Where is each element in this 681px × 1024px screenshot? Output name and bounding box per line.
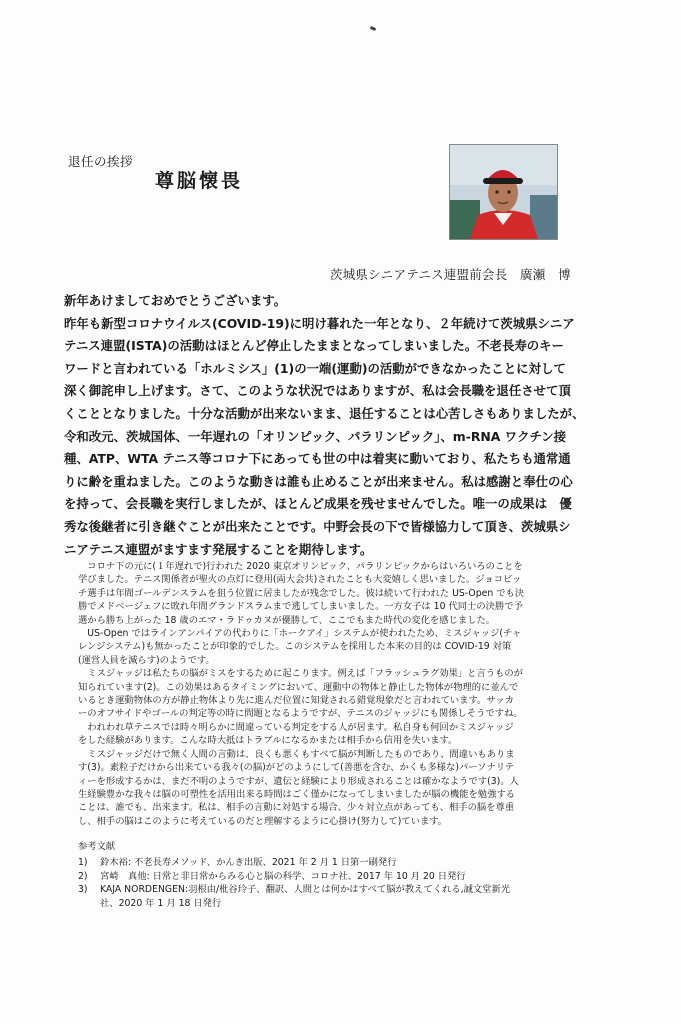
body-line: ーのオフサイドやゴールの判定等の時に問題となるようですが、テニスのジャッジにも関係しそうですね。 xyxy=(78,708,523,720)
reference-item xyxy=(78,870,628,883)
reference-number: 1) xyxy=(78,857,88,869)
greeting-paragraph xyxy=(64,290,624,561)
reference-item xyxy=(78,897,628,910)
greeting-line: 深く御詫申し上げます。さて、このような状況ではありますが、私は会長職を退任させて頂 xyxy=(64,383,571,399)
references xyxy=(78,840,628,910)
body-line: いるとき運動物体の方が静止物体より先に進んだ位置に知覚される錯覚現象だと言われています。サッカ xyxy=(78,695,515,707)
greeting-line: 令和改元、茨城国体、一年遅れの「オリンピック、パラリンピック」、m-RNA ワクチン接 xyxy=(64,428,567,444)
body-line: 知られています(2)。この効果はあるタイミングにおいて、運動中の物体と静止した物体が物理的に並んで xyxy=(78,681,519,693)
body-line: をした経験があります。こんな時大抵はトラブルになるかまたは相手から信用を失います。 xyxy=(78,735,458,747)
body-line: チ選手は年間ゴールデンスラムを狙う位置に居ましたが残念でした。彼は続いて行われた US-Open でも決 xyxy=(78,587,525,599)
body-line: 生経験豊かな我々は脳の可塑性を活用出来る時間はごく僅かになってしまいましたが脳の機能を勉強する xyxy=(78,788,515,800)
body-line: ィーを形成するかは、まだ不明のようですが、遺伝と経験により形成されることは確かなようです(3)。人 xyxy=(78,775,519,787)
greeting-line: を持って、会長職を実行しましたが、ほとんど成果を残せませんでした。唯一の成果は 優 xyxy=(64,496,572,512)
greeting-line: りに齢を重ねました。このような動きは誰も止めることが出来ません。私は感謝と奉仕の心 xyxy=(64,473,573,489)
body-line: ことは、誰でも、出来ます。私は、相手の言動に対処する場合、少々対立点があっても、相手の脳を尊重 xyxy=(78,802,515,814)
body-line: ミスジャッジは私たちの脳がミスをするために起こります。例えば「フラッシュラグ効果」と言うものが xyxy=(78,668,523,680)
greeting-line: テニス連盟(ISTA)の活動はほとんど停止したままとなってしまいました。不老長寿のキー xyxy=(64,338,564,354)
body-line: (運営人員を減らす)のようです。 xyxy=(78,654,215,666)
body-text xyxy=(78,560,628,828)
scan-speck xyxy=(370,26,377,31)
greeting-line: くこととなりました。十分な活動が出来ないまま、退任することは心苦しさもありましたが、 xyxy=(64,405,585,421)
author-portrait xyxy=(450,145,557,239)
reference-number xyxy=(78,897,100,910)
greeting-line: 種、ATP、WTA テニス等コロナ下にあっても世の中は着実に動いており、私たちも通常通 xyxy=(64,451,571,467)
reference-item xyxy=(78,856,628,869)
reference-text: KAJA NORDENGEN:羽根由/枇谷玲子、翻訳、人間とは何かはすべて脳が教えてくれる,誠文堂新光 xyxy=(100,884,511,896)
reference-text: 宮崎 真他: 日常と非日常からみる心と脳の科学、コロナ社、2017 年 10 月 20 日発行 xyxy=(100,870,466,882)
body-line: 勝でメドベージェフに敗れ年間グランドスラムまで逃してしまいました。一方女子は 10 代同士の決勝で予 xyxy=(78,601,523,613)
calligraphy-title: 尊脳懐畏 xyxy=(155,170,244,192)
reference-number: 2) xyxy=(78,870,88,882)
body-line: レンジシステム)も無かったことが印象的でした。このシステムを採用した本来の目的は COVID-19 対策 xyxy=(78,641,512,653)
reference-text: 鈴木裕: 不老長寿メソッド、かんき出版、2021 年 2 月 1 日第一刷発行 xyxy=(100,857,397,869)
greeting-line: 昨年も新型コロナウイルス(COVID-19)に明け暮れた一年となり、２年続けて茨城県シニア xyxy=(64,315,575,331)
reference-item xyxy=(78,883,628,896)
greeting-line: 新年あけましておめでとうございます。 xyxy=(64,293,287,308)
reference-number: 3) xyxy=(78,884,88,896)
body-line: コロナ下の元に(１年遅れで)行われた 2020 東京オリンピック、パラリンピックからはいろいろのことを xyxy=(78,561,523,572)
greeting-line: ワードと言われている「ホルミシス」(1)の一端(運動)の活動ができなかったことに対して xyxy=(64,360,566,376)
body-line: し、相手の脳はこのように考えているのだと理解するように心掛け(努力して)ています。 xyxy=(78,815,448,827)
body-line: US-Open ではラインアンパイアの代わりに「ホークアイ」システムが使われたため、ミスジャッジ(チャ xyxy=(78,628,522,640)
body-line: ミスジャッジだけで無く人間の言動は、良くも悪くもすべて脳が判断したものであり、間違いもありま xyxy=(78,748,515,760)
author-byline: 茨城県シニアテニス連盟前会長 廣瀬 博 xyxy=(330,267,571,282)
section-label: 退任の挨拶 xyxy=(68,154,134,169)
greeting-line: 秀な後継者に引き継ぐことが出来たことです。中野会長の下で皆様協力して頂き、茨城県シ xyxy=(64,518,571,534)
reference-text: 社、2020 年 1 月 18 日発行 xyxy=(100,897,222,909)
body-line: す(3)。素粒子だけから出来ている我々(の脳)がどのようにして(善悪を含む、かくも多様な)パーソナリテ xyxy=(78,762,515,774)
body-line: われわれ草テニスでは時々明らかに間違っている判定をする人が居ます。私自身も何回かミスジャッジ xyxy=(78,721,514,733)
body-line: 選から勝ち上がった 18 歳のエマ・ラドゥカヌが優勝して、ここでもまた時代の変化を感じました。 xyxy=(78,614,496,626)
author-photo xyxy=(449,144,558,240)
body-line: 学びました。テニス関係者が聖火の点灯に登用(両大会共)されたことも大変嬉しく思いました。ジョコビッ xyxy=(78,574,522,586)
references-title: 参考文献 xyxy=(78,841,116,852)
greeting-line: ニアテニス連盟がますます発展することを期待します。 xyxy=(64,541,373,557)
